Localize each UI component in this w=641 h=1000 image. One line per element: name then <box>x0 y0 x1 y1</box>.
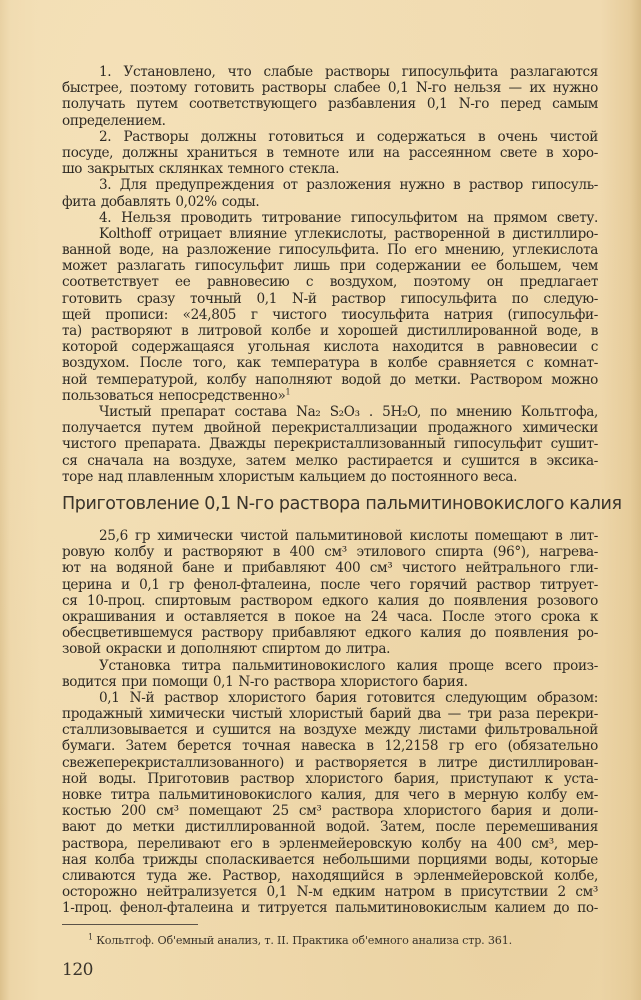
text-line-content: шо закрытых склянках темного стекла. <box>62 161 340 178</box>
text-line-content: соответствует ее равновесию с воздухом, поэтому он предлагает <box>62 274 598 291</box>
text-line <box>62 145 598 161</box>
text-line <box>62 819 598 835</box>
text-line-content: 25,6 гр химически чистой пальмитиновой кислоты помещают в лит- <box>99 528 598 544</box>
text-line-content: торе над плавленным хлористым кальцием до постоянного веса. <box>62 468 518 485</box>
text-line <box>62 177 598 193</box>
section-heading: Приготовление 0,1 N-го раствора пальмитиновокислого калия <box>62 494 622 514</box>
text-line-content: Установка титра пальмитиновокислого калия проще всего произ- <box>99 657 598 674</box>
text-line-content: свежеперекристаллизованного) и растворяется в литре дистиллирован- <box>62 754 598 771</box>
text-line-content: получать путем соответствующего разбавления 0,1 N-го перед самым <box>62 96 598 113</box>
footnote-text: Кольтгоф. Об'емный анализ, т. II. Практика об'емного анализа стр. 361. <box>92 934 512 947</box>
text-line-content: та) растворяют в литровой колбе и хорошей дистиллированной воде, в <box>62 323 598 339</box>
text-line <box>62 469 598 485</box>
text-line <box>62 404 598 420</box>
text-line <box>62 787 598 803</box>
text-line <box>62 64 598 80</box>
text-line-content: 1. Установлено, что слабые растворы гипосульфита разлагаются <box>99 64 598 80</box>
text-line-content: которой содержащаяся угольная кислота находится в равновесии с <box>62 339 598 356</box>
text-line <box>62 388 598 404</box>
text-line <box>62 690 598 706</box>
text-line <box>62 210 598 226</box>
section-1-text <box>62 64 598 485</box>
text-line <box>62 836 598 852</box>
text-line <box>62 560 598 576</box>
text-line <box>62 161 598 177</box>
text-line-content: зовой окраски и дополняют спиртом до литра. <box>62 641 391 658</box>
text-line-content: пользоваться непосредственно» <box>62 387 286 404</box>
text-line-content: определением. <box>62 112 166 129</box>
text-line <box>62 544 598 560</box>
text-line-content: посуде, должны храниться в темноте или на рассеянном свете в хоро- <box>62 144 598 161</box>
text-line <box>62 771 598 787</box>
text-line-content: сталлизовывается и сушится на воздухе между листами фильтровальной <box>62 722 598 739</box>
text-line-content: ют на водяной бане и прибавляют 400 см³ чистого нейтрального гли- <box>62 560 598 577</box>
text-line <box>62 577 598 593</box>
text-line <box>62 868 598 884</box>
text-line-content: бумаги. Затем берется точная навеска в 12,2158 гр его (обязательно <box>62 738 598 755</box>
text-line <box>62 738 598 754</box>
text-line <box>62 609 598 625</box>
text-line <box>62 113 598 129</box>
text-line-content: Kolthoff отрицает влияние углекислоты, растворенной в дистиллиро- <box>99 225 598 242</box>
text-line-content: 4. Нельзя проводить титрование гипосульфитом на прямом свету. <box>99 209 598 226</box>
text-line <box>62 528 598 544</box>
text-line-content: чистого препарата. Дважды перекристаллизованный гипосульфит сушит- <box>62 436 598 453</box>
text-line <box>62 900 598 916</box>
text-line <box>62 884 598 900</box>
text-line <box>62 852 598 868</box>
text-line <box>62 722 598 738</box>
text-line <box>62 453 598 469</box>
footnote <box>88 934 608 947</box>
text-line <box>62 436 598 452</box>
text-line-content: щей прописи: «24,805 г чистого тиосульфита натрия (гипосульфи- <box>62 306 598 323</box>
text-line <box>62 625 598 641</box>
text-line-content: получается путем двойной перекристаллизации продажного химически <box>62 420 598 437</box>
text-line-content: вают до метки дистиллированной водой. Затем, после перемешивания <box>62 819 598 836</box>
text-line <box>62 339 598 355</box>
text-line-content: окрашивания и оставляется в покое на 24 часа. После этого срока к <box>62 608 598 625</box>
text-line <box>62 129 598 145</box>
text-line <box>62 291 598 307</box>
text-line-content: ся 10-проц. спиртовым раствором едкого калия до появления розового <box>62 592 598 609</box>
text-line-content: церина и 0,1 гр фенол-фталеина, после чего горячий раствор титрует- <box>62 576 598 593</box>
text-line-content: быстрее, поэтому готовить растворы слабее 0,1 N-го нельзя — их нужно <box>62 80 598 97</box>
text-line <box>62 803 598 819</box>
text-line <box>62 194 598 210</box>
text-line <box>62 274 598 290</box>
text-line-content: сливаются туда же. Раствор, находящийся в эрленмейеровской колбе, <box>62 867 598 884</box>
text-line-content: 0,1 N-й раствор хлористого бария готовится следующим образом: <box>99 689 598 706</box>
text-line <box>62 372 598 388</box>
text-line <box>62 307 598 323</box>
page-number: 120 <box>62 960 93 980</box>
text-line-content: обесцветившемуся раствору прибавляют едкого калия до появления ро- <box>62 625 598 642</box>
section-2-text <box>62 528 598 917</box>
text-line-content: осторожно нейтрализуется 0,1 N-м едким натром в присутствии 2 см³ <box>62 884 598 901</box>
text-line <box>62 706 598 722</box>
text-line-content: воздухом. После того, как температура в колбе сравняется с комнат- <box>62 355 598 372</box>
text-line-content: ванной воде, на разложение гипосульфита. По его мнению, углекислота <box>62 242 598 259</box>
text-line-content: ся сначала на воздухе, затем мелко растирается и сушится в эксика- <box>62 452 598 469</box>
text-line-content: может разлагать гипосульфит лишь при содержании ее большем, чем <box>62 258 598 275</box>
text-line <box>62 658 598 674</box>
text-line-content: 2. Растворы должны готовиться и содержаться в очень чистой <box>99 128 598 145</box>
text-line <box>62 420 598 436</box>
text-line-content: 1-проц. фенол-фталеина и титруется пальмитиновокислым калием до по- <box>62 900 598 917</box>
text-line <box>62 258 598 274</box>
text-line <box>62 226 598 242</box>
text-line <box>62 641 598 657</box>
footnote-reference: 1 <box>285 387 291 397</box>
text-line-content: раствора, переливают его в эрленмейеровскую колбу на 400 см³, мер- <box>62 835 598 852</box>
text-line <box>62 355 598 371</box>
text-line-content: готовить сразу точный 0,1 N-й раствор гипосульфита по следую- <box>62 290 598 307</box>
text-line-content: Чистый препарат состава Na₂ S₂O₃ . 5H₂O, по мнению Кольтгофа, <box>99 403 598 420</box>
text-line-content: новке титра пальмитиновокислого калия, для чего в мерную колбу ем- <box>62 787 598 803</box>
footnote-divider <box>62 924 198 925</box>
text-line <box>62 96 598 112</box>
text-line-content: продажный химически чистый хлористый барий два — три раза перекри- <box>62 706 598 723</box>
text-line-content: 3. Для предупреждения от разложения нужно в раствор гипосуль- <box>99 177 598 194</box>
text-line-content: ровую колбу и растворяют в 400 см³ этилового спирта (96°), нагрева- <box>62 544 598 561</box>
footnote-marker: 1 <box>88 932 93 942</box>
text-line-content: водится при помощи 0,1 N-го раствора хлористого бария. <box>62 673 468 690</box>
text-line <box>62 593 598 609</box>
text-line <box>62 674 598 690</box>
text-line-content: ной температурой, колбу наполняют водой до метки. Раствором можно <box>62 371 598 388</box>
text-line <box>62 242 598 258</box>
text-line-content: ной воды. Приготовив раствор хлористого бария, приступают к уста- <box>62 770 598 787</box>
text-line <box>62 323 598 339</box>
text-line <box>62 755 598 771</box>
text-line-content: ная колба трижды споласкивается небольшими порциями воды, которые <box>62 851 598 868</box>
text-line <box>62 80 598 96</box>
text-line-content: фита добавлять 0,02% соды. <box>62 193 260 210</box>
text-line-content: костью 200 см³ помещают 25 см³ раствора хлористого бария и доли- <box>62 803 598 820</box>
